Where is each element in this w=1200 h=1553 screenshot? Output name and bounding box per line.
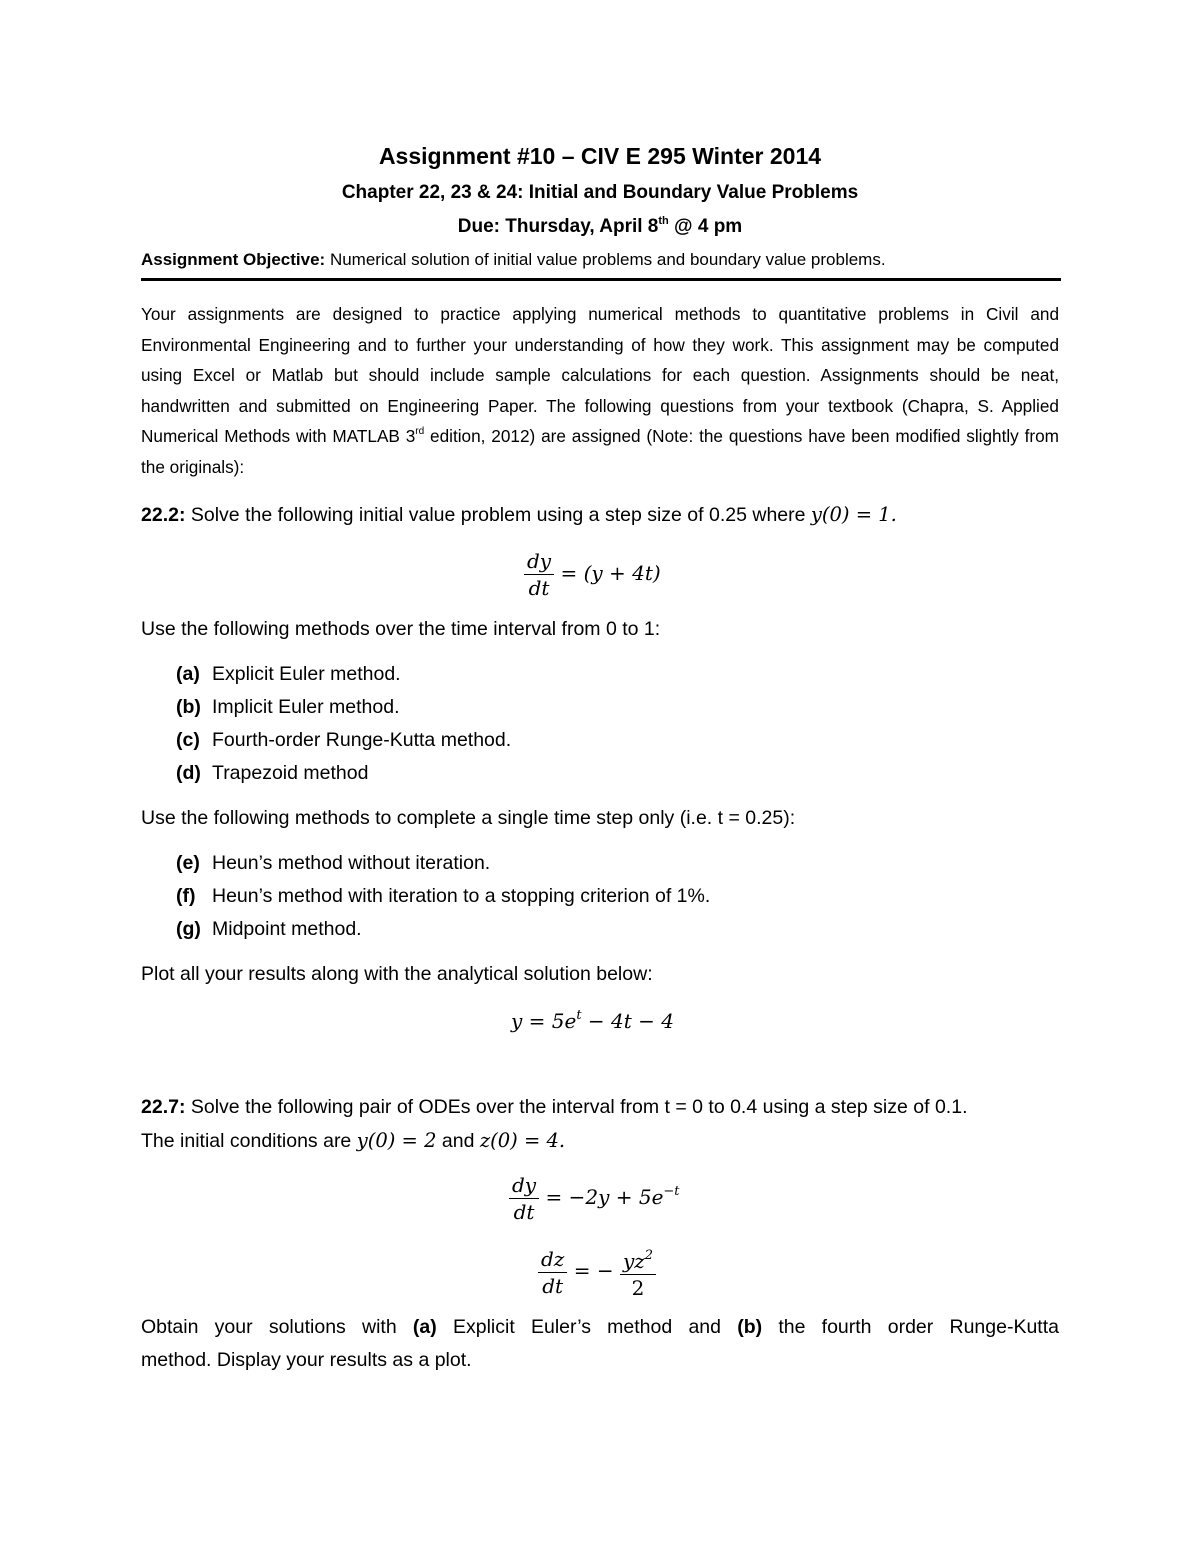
analytical-lhs: y = 5e <box>511 1009 577 1033</box>
q2-ode2-rhs-num-text: yz <box>622 1249 645 1273</box>
q1-plot-instruction: Plot all your results along with the analytical solution below: <box>141 963 653 985</box>
list-item <box>176 852 490 875</box>
q2-ode2-rhs-exponent: 2 <box>644 1248 654 1263</box>
q2-ode2-rhs-numerator <box>620 1243 656 1275</box>
q2-ic-z: z(0) = 4. <box>479 1129 566 1152</box>
list-item-label: (a) <box>176 663 200 685</box>
q2-closing-label-b: (b) <box>737 1316 763 1338</box>
q2-ode1-fraction <box>509 1172 539 1225</box>
list-item-label: (b) <box>176 696 201 718</box>
objective-label: Assignment Objective: <box>141 250 326 269</box>
q1-ode-numerator: dy <box>524 548 554 575</box>
q1-analytical-solution <box>511 1008 674 1033</box>
list-item-label: (g) <box>176 918 201 940</box>
q1-initial-condition: y(0) = 1. <box>810 503 897 526</box>
list-item <box>176 696 400 719</box>
q2-ode2-rhs-denominator: 2 <box>631 1276 645 1300</box>
q2-closing-part2: Explicit Euler’s method and <box>436 1316 738 1338</box>
list-item <box>176 918 362 941</box>
q2-closing-part3: the fourth order Runge-Kutta <box>762 1316 1059 1338</box>
q1-methods-intro: Use the following methods over the time interval from 0 to 1: <box>141 618 661 640</box>
q2-ode1-exponent: −t <box>663 1184 680 1199</box>
list-item <box>176 885 710 908</box>
analytical-rhs: − 4t − 4 <box>581 1009 675 1033</box>
list-item-text: Trapezoid method <box>212 762 369 784</box>
objective-text: Numerical solution of initial value problems and boundary value problems. <box>325 250 886 269</box>
list-item-label: (d) <box>176 762 201 784</box>
q2-closing-part1: Obtain your solutions with <box>141 1316 413 1338</box>
q2-ode2-denominator: dt <box>542 1273 564 1298</box>
header-divider <box>141 278 1061 281</box>
q2-ode-equation-2 <box>538 1243 656 1301</box>
due-date <box>0 215 1200 238</box>
list-item-text: Heun’s method with iteration to a stopping criterion of 1%. <box>212 885 711 907</box>
list-item-text: Midpoint method. <box>212 918 362 940</box>
q2-closing-line1 <box>141 1316 1059 1339</box>
due-prefix: Due: Thursday, April 8 <box>457 216 659 237</box>
q2-ode1-rhs: = −2y + 5e <box>545 1185 664 1209</box>
q2-ode2-mid: = − <box>573 1258 614 1283</box>
q2-ode-equation-1 <box>509 1172 680 1225</box>
intro-text-part2: edition, 2012) are assigned (Note: the questions have been modified slightly from the originals): <box>141 426 1060 477</box>
q1-prompt-text: Solve the following initial value problem using a step size of 0.25 where <box>185 504 811 526</box>
list-item-text: Explicit Euler method. <box>212 663 401 685</box>
intro-superscript: rd <box>415 426 425 438</box>
assignment-objective <box>141 250 886 270</box>
q1-ode-equation <box>524 548 661 601</box>
analytical-exponent: t <box>576 1008 582 1023</box>
q2-ode2-numerator: dz <box>538 1246 567 1273</box>
list-item-label: (e) <box>176 852 200 874</box>
q2-closing-line2: method. Display your results as a plot. <box>141 1349 472 1371</box>
assignment-subtitle: Chapter 22, 23 & 24: Initial and Boundary Value Problems <box>341 182 859 203</box>
due-suffix: @ 4 pm <box>668 216 743 237</box>
intro-paragraph <box>141 299 1059 483</box>
q2-ic-y: y(0) = 2 <box>356 1129 437 1152</box>
q2-ode1-denominator: dt <box>513 1200 535 1224</box>
q2-ode2-rhs-fraction <box>620 1243 656 1301</box>
q2-prompt-text: Solve the following pair of ODEs over the interval from t = 0 to 0.4 using a step size of 0.1. <box>185 1096 968 1118</box>
list-item <box>176 729 511 752</box>
q1-prompt <box>141 503 897 527</box>
list-item <box>176 762 368 785</box>
q1-ode-fraction <box>524 548 554 601</box>
q2-closing-label-a: (a) <box>412 1316 437 1338</box>
due-superscript: th <box>658 215 669 227</box>
list-item-text: Fourth-order Runge-Kutta method. <box>212 729 512 751</box>
q2-number: 22.7: <box>141 1096 186 1118</box>
q2-prompt-line1 <box>141 1096 967 1119</box>
q1-ode-rhs: = (y + 4t) <box>560 561 661 585</box>
q2-ic-prefix: The initial conditions are <box>141 1130 357 1152</box>
q1-single-step-intro: Use the following methods to complete a single time step only (i.e. t = 0.25): <box>141 807 796 829</box>
list-item <box>176 663 401 686</box>
q1-number: 22.2: <box>141 504 186 526</box>
list-item-label: (c) <box>176 729 200 751</box>
q2-ic-and: and <box>436 1130 480 1152</box>
assignment-title: Assignment #10 – CIV E 295 Winter 2014 <box>378 143 822 169</box>
q2-ode1-numerator: dy <box>509 1172 539 1199</box>
list-item-text: Heun’s method without iteration. <box>212 852 491 874</box>
q1-ode-denominator: dt <box>528 576 550 600</box>
list-item-text: Implicit Euler method. <box>212 696 400 718</box>
q2-prompt-line2 <box>141 1129 565 1153</box>
list-item-label: (f) <box>176 885 196 907</box>
intro-text-part1: Your assignments are designed to practice applying numerical methods to quantitative problems in Civil and Environmental Engineering and to further your understanding of how they work. This assignment may be computed using Excel or Matlab but should include sample calculations for each question. Assignments should be neat, handwritten and submitted on Engineering Paper. The following questions from your textbook (Chapra, S. Applied Numerical Methods with MATLAB 3 <box>141 304 1059 447</box>
q2-ode2-fraction <box>538 1246 567 1299</box>
